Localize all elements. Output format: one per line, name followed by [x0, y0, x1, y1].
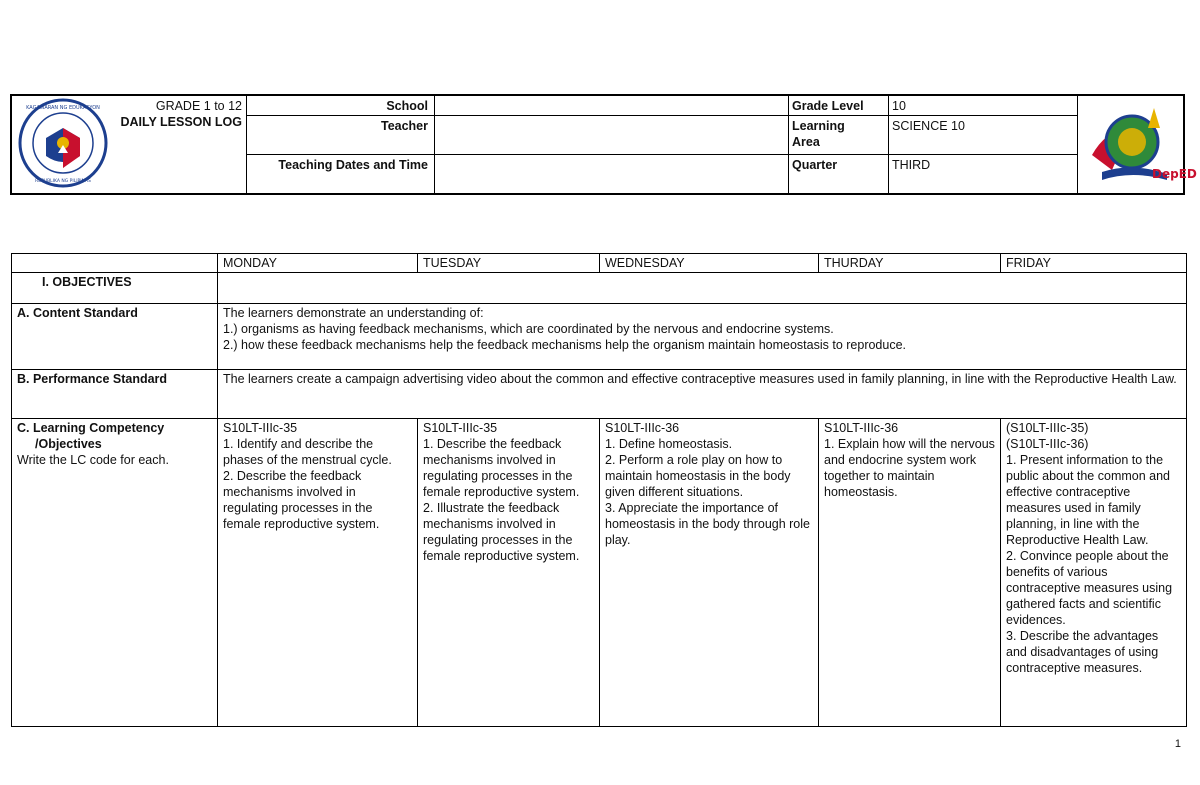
day-friday: FRIDAY — [1001, 254, 1187, 273]
lc-tuesday: S10LT-IIIc-35 1. Describe the feedback mechanisms involved in regulating processes in the female reproductive system. 2. Illustrate the feedback mechanisms involved in regulating processes in the female reproductive system. — [418, 419, 600, 727]
dates-label: Teaching Dates and Time — [278, 158, 428, 172]
lc-monday: S10LT-IIIc-35 1. Identify and describe the phases of the menstrual cycle. 2. Describe the feedback mechanisms involved in regulating processes in the female reproductive system. — [218, 419, 418, 727]
day-monday: MONDAY — [218, 254, 418, 273]
content-standard-text: The learners demonstrate an understanding of: 1.) organisms as having feedback mechanisms, which are coordinated by the nervous and endocrine systems. 2.) how these feedback mechanisms help the feedback mechanisms help the organism maintain homeostasis to reproduce. — [218, 304, 1187, 370]
lesson-log-table — [11, 253, 1187, 727]
learning-competency-label-cell — [12, 419, 218, 727]
day-wednesday: WEDNESDAY — [600, 254, 819, 273]
page-number: 1 — [1174, 738, 1181, 750]
header-rule — [246, 115, 1077, 116]
teacher-label: Teacher — [380, 119, 428, 133]
day-tuesday: TUESDAY — [418, 254, 600, 273]
performance-standard-label: B. Performance Standard — [12, 370, 218, 419]
lc-code-note: Write the LC code for each. — [17, 453, 169, 467]
svg-text:REPUBLIKA NG PILIPINAS: REPUBLIKA NG PILIPINAS — [35, 179, 91, 184]
doc-title: DAILY LESSON LOG — [120, 115, 242, 129]
learning-competency-sublabel: /Objectives — [35, 437, 102, 451]
header-table — [10, 94, 1197, 195]
learning-competency-row — [12, 419, 1187, 727]
deped-seal-logo — [18, 98, 108, 193]
svg-text:KAGAWARAN NG EDUKASYON: KAGAWARAN NG EDUKASYON — [26, 105, 100, 111]
header-divider — [434, 96, 435, 193]
header-divider — [1077, 96, 1078, 193]
learning-area-label: Learning Area — [792, 119, 845, 149]
grade-level-value: 10 — [892, 99, 906, 113]
svg-text:DepED: DepED — [1152, 167, 1197, 181]
performance-standard-text: The learners create a campaign advertising video about the common and effective contraceptive measures used in family planning, in line with the Reproductive Health Law. — [218, 370, 1187, 419]
header-divider — [788, 96, 789, 193]
content-standard-label: A. Content Standard — [12, 304, 218, 370]
objectives-label: I. OBJECTIVES — [12, 273, 218, 304]
school-label: School — [386, 99, 428, 113]
learning-competency-label: C. Learning Competency — [17, 421, 165, 435]
lc-thursday: S10LT-IIIc-36 1. Explain how will the nervous and endocrine system work together to maintain homeostasis. — [819, 419, 1001, 727]
quarter-label: Quarter — [792, 158, 838, 172]
days-corner-cell — [12, 254, 218, 273]
lc-friday: (S10LT-IIIc-35) (S10LT-IIIc-36) 1. Present information to the public about the common and effective contraceptive measures used in family planning, in line with the Reproductive Health Law. 2. Convince people about the benefits of various contraceptive measures using gathered facts and scientific evidences. 3. Describe the advantages and disadvantages of using contraceptive measures. — [1001, 419, 1187, 727]
grade-range: GRADE 1 to 12 — [155, 99, 242, 113]
performance-standard-row — [12, 370, 1187, 419]
day-thursday: THURDAY — [819, 254, 1001, 273]
grade-level-label: Grade Level — [792, 99, 864, 113]
days-header-row — [12, 254, 1187, 273]
content-standard-row — [12, 304, 1187, 370]
learning-area-value: SCIENCE 10 — [892, 119, 965, 133]
objectives-row — [12, 273, 1187, 304]
region-logo — [1082, 100, 1197, 195]
header-divider — [246, 96, 247, 193]
header-rule — [246, 154, 1077, 155]
lc-wednesday: S10LT-IIIc-36 1. Define homeostasis. 2. Perform a role play on how to maintain homeostasis in the body given different situations. 3. Appreciate the importance of homeostasis in the body through role play. — [600, 419, 819, 727]
objectives-cell — [218, 273, 1187, 304]
quarter-value: THIRD — [892, 158, 931, 172]
header-divider — [888, 96, 889, 193]
